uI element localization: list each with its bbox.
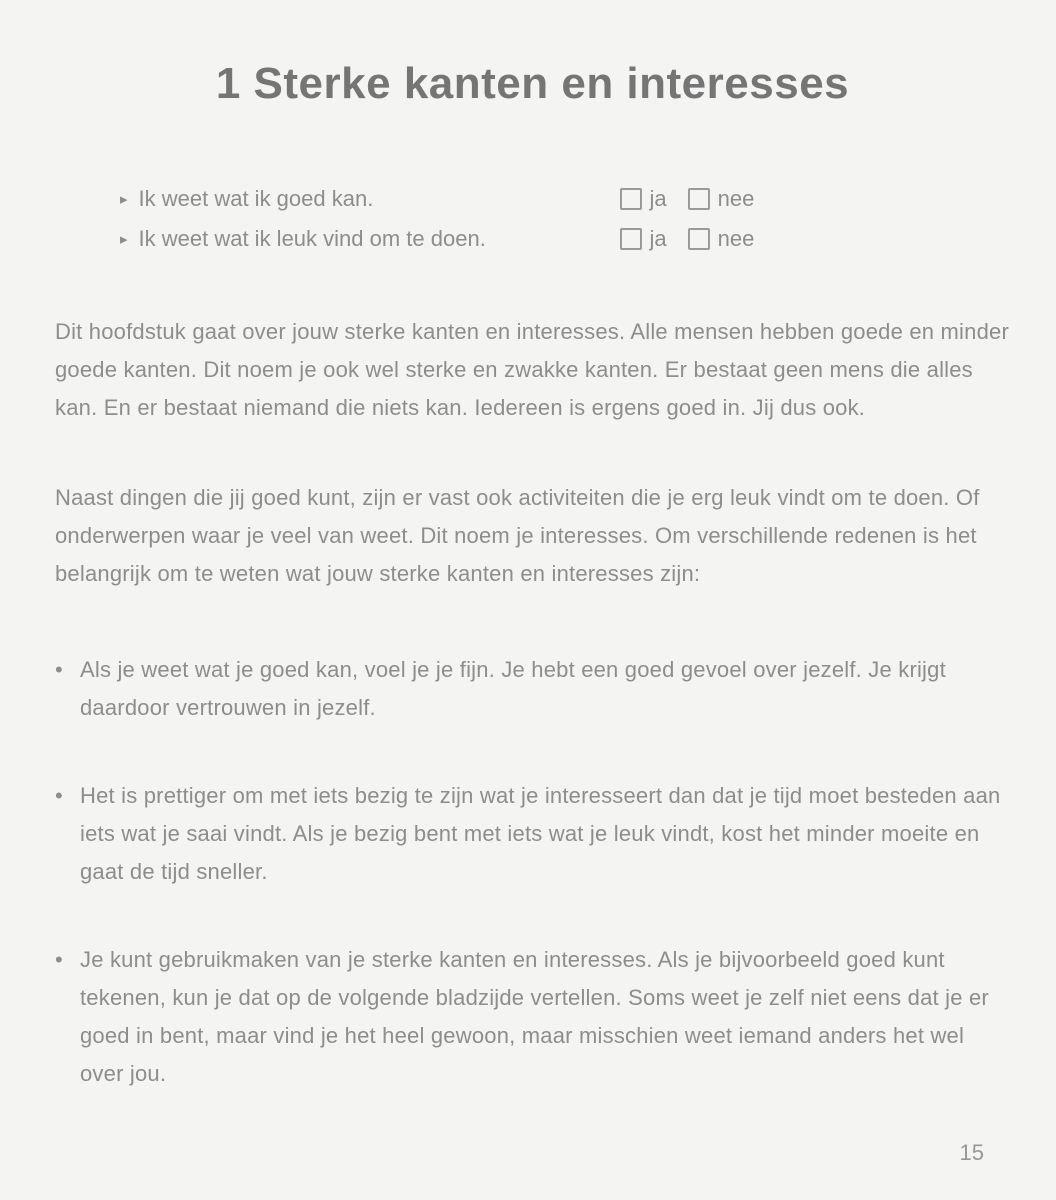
checklist-item xyxy=(120,219,1010,259)
checkbox-nee[interactable] xyxy=(688,188,710,210)
ja-nee-group xyxy=(620,226,755,252)
ja-nee-group xyxy=(620,186,755,212)
list-item xyxy=(55,777,1010,891)
nee-label: nee xyxy=(717,185,755,211)
bullet-list xyxy=(55,651,1010,1093)
nee-label: nee xyxy=(717,225,755,251)
ja-label: ja xyxy=(649,185,667,211)
list-item xyxy=(55,941,1010,1093)
arrow-bullet-icon: ▸ xyxy=(120,190,128,208)
bullet-icon: • xyxy=(55,782,63,808)
arrow-bullet-icon: ▸ xyxy=(120,230,128,248)
checkbox-ja[interactable] xyxy=(620,188,642,210)
list-item-text: Je kunt gebruikmaken van je sterke kanten en interesses. Als je bijvoorbeeld goed kunt tekenen, kun je dat op de volgende bladzijde vertellen. Soms weet je zelf niet eens dat je er goed in bent, maar vind je het heel gewoon, maar misschien weet iemand anders het wel over jou. xyxy=(80,946,989,1086)
page-number: 15 xyxy=(959,1140,984,1165)
checkbox-ja[interactable] xyxy=(620,228,642,250)
paragraph: Dit hoofdstuk gaat over jouw sterke kanten en interesses. Alle mensen hebben goede en minder goede kanten. Dit noem je ook wel sterke en zwakke kanten. Er bestaat geen mens die alles kan. En er bestaat niemand die niets kan. Iedereen is ergens goed in. Jij dus ook. xyxy=(55,318,1009,420)
checklist-item xyxy=(120,179,1010,219)
list-item-text: Als je weet wat je goed kan, voel je je fijn. Je hebt een goed gevoel over jezelf. Je krijgt daardoor vertrouwen in jezelf. xyxy=(80,656,946,720)
checklist-item-label: Ik weet wat ik goed kan. xyxy=(138,185,374,211)
list-item xyxy=(55,651,1010,727)
bullet-icon: • xyxy=(55,656,63,682)
page-title: 1 Sterke kanten en interesses xyxy=(215,59,850,108)
checklist xyxy=(120,179,1010,259)
body-text xyxy=(55,313,1010,593)
list-item-text: Het is prettiger om met iets bezig te zijn wat je interesseert dan dat je tijd moet besteden aan iets wat je saai vindt. Als je bezig bent met iets wat je leuk vindt, kost het minder moeite en gaat de tijd sneller. xyxy=(80,782,1001,884)
checkbox-nee[interactable] xyxy=(688,228,710,250)
bullet-icon: • xyxy=(55,946,63,972)
ja-label: ja xyxy=(649,225,667,251)
paragraph: Naast dingen die jij goed kunt, zijn er vast ook activiteiten die je erg leuk vindt om te doen. Of onderwerpen waar je veel van weet. Dit noem je interesses. Om verschillende redenen is het belangrijk om te weten wat jouw sterke kanten en interesses zijn: xyxy=(55,484,980,586)
checklist-item-label: Ik weet wat ik leuk vind om te doen. xyxy=(138,225,486,251)
